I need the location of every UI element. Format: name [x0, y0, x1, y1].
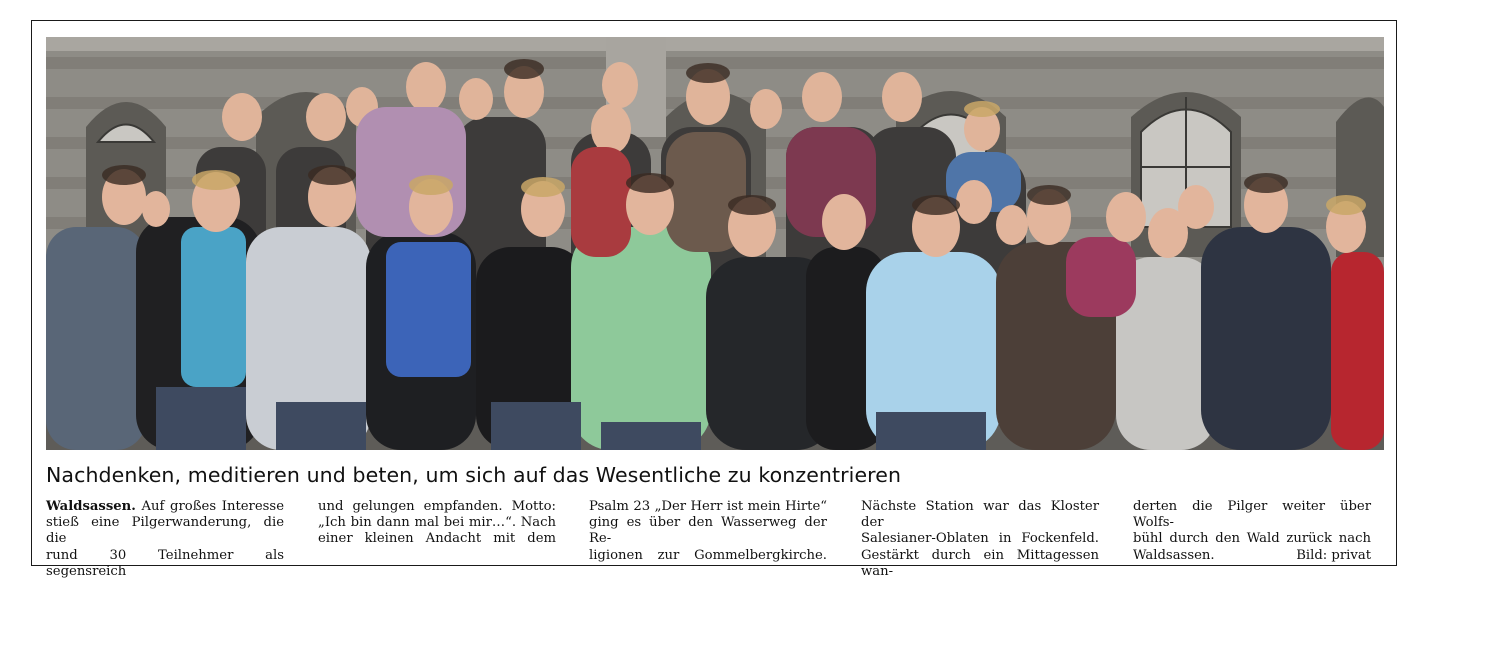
text-line: ligionen zur Gommelbergkirche. — [589, 547, 827, 563]
text-column-5 — [1133, 499, 1371, 564]
article-body — [46, 499, 1384, 579]
text-line — [1133, 548, 1371, 564]
text-line: rund 30 Teilnehmer als segensreich — [46, 547, 284, 579]
text-line: „Ich bin dann mal bei mir…“. Nach — [318, 515, 556, 531]
text-line — [46, 499, 284, 515]
text-line: Gestärkt durch ein Mittagessen wan- — [861, 547, 1099, 579]
text-line: und gelungen empfanden. Motto: — [318, 499, 556, 514]
text-line: stieß eine Pilgerwanderung, die die — [46, 515, 284, 547]
text-line-part: Waldsassen. — [1133, 547, 1215, 563]
text-line: Psalm 23 „Der Herr ist mein Hirte“ — [589, 499, 827, 514]
text-column-2 — [318, 499, 556, 548]
text-line-part: Auf großes Interesse — [135, 499, 284, 514]
text-column-3 — [589, 499, 827, 564]
newspaper-clipping — [31, 20, 1397, 579]
text-line: Salesianer-Oblaten in Fockenfeld. — [861, 531, 1099, 547]
group-photo — [46, 37, 1384, 450]
group-photo-image — [46, 37, 1384, 450]
dateline: Waldsassen. — [46, 499, 136, 514]
text-line: bühl durch den Wald zurück nach — [1133, 531, 1371, 547]
text-line: derten die Pilger weiter über Wolfs- — [1133, 499, 1371, 531]
photo-credit: Bild: privat — [1296, 547, 1371, 563]
text-line: Nächste Station war das Kloster der — [861, 499, 1099, 531]
text-line: einer kleinen Andacht mit dem — [318, 531, 556, 547]
text-column-1 — [46, 499, 284, 580]
text-line: ging es über den Wasserweg der Re- — [589, 515, 827, 547]
headline: Nachdenken, meditieren und beten, um sich auf das Wesentliche zu konzentrieren — [46, 463, 902, 487]
text-column-4 — [861, 499, 1099, 580]
